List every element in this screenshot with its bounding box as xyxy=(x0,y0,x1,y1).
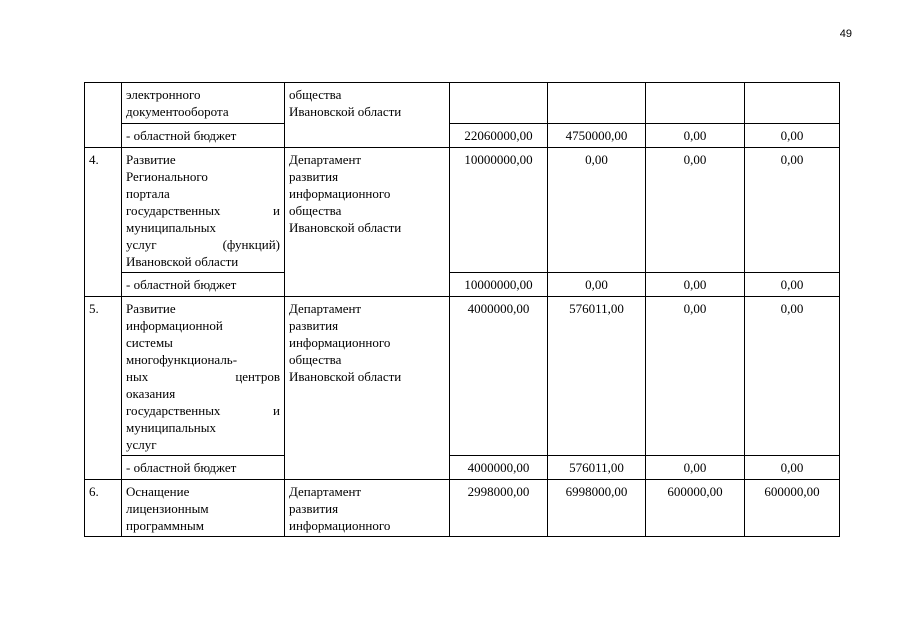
department-line: Ивановской области xyxy=(289,369,402,384)
department-cell xyxy=(285,148,450,297)
measure-name-line: государственных и xyxy=(126,403,280,418)
amount-cell: 2998000,00 xyxy=(450,480,548,537)
amount-cell: 600000,00 xyxy=(745,480,840,537)
row-number-cell xyxy=(85,83,122,148)
department-line: развития xyxy=(289,169,339,184)
amount-cell: 0,00 xyxy=(745,273,840,297)
table-row-4 xyxy=(85,148,840,273)
amount-cell: 0,00 xyxy=(548,148,646,273)
table-row-regional-budget xyxy=(85,124,840,148)
amount-cell: 0,00 xyxy=(745,148,840,273)
department-cell xyxy=(285,480,450,537)
table-row-regional-budget xyxy=(85,456,840,480)
department-line: информационного xyxy=(289,335,391,350)
amount-cell xyxy=(548,83,646,124)
budget-table xyxy=(84,82,840,537)
measure-name-line: Оснащение xyxy=(126,484,190,499)
amount-cell: 10000000,00 xyxy=(450,273,548,297)
amount-cell: 600000,00 xyxy=(646,480,745,537)
budget-source-label: - областной бюджет xyxy=(122,273,285,297)
department-line: развития xyxy=(289,318,339,333)
amount-cell: 0,00 xyxy=(745,124,840,148)
row-number-cell: 5. xyxy=(85,297,122,480)
measure-name-cell xyxy=(122,148,285,273)
measure-name-line: портала xyxy=(126,186,170,201)
table-row-6 xyxy=(85,480,840,537)
amount-cell: 576011,00 xyxy=(548,456,646,480)
amount-cell xyxy=(646,83,745,124)
amount-cell: 576011,00 xyxy=(548,297,646,456)
measure-name-line: оказания xyxy=(126,386,176,401)
department-line: общества xyxy=(289,352,342,367)
amount-cell xyxy=(450,83,548,124)
page-number: 49 xyxy=(839,28,852,40)
amount-cell: 0,00 xyxy=(548,273,646,297)
department-line: общества xyxy=(289,87,342,102)
budget-source-label: - областной бюджет xyxy=(122,456,285,480)
measure-name-line: многофункциональ- xyxy=(126,352,238,367)
table-row-5 xyxy=(85,297,840,456)
department-line: информационного xyxy=(289,186,391,201)
row-number-cell: 6. xyxy=(85,480,122,537)
department-line: Департамент xyxy=(289,484,362,499)
amount-cell: 0,00 xyxy=(745,456,840,480)
amount-cell: 4000000,00 xyxy=(450,456,548,480)
amount-cell: 6998000,00 xyxy=(548,480,646,537)
measure-name-cell xyxy=(122,83,285,124)
measure-name-line: Развитие xyxy=(126,301,176,316)
measure-name-line: программным xyxy=(126,518,204,533)
measure-name-line: услуг (функций) xyxy=(126,237,280,252)
amount-cell: 0,00 xyxy=(646,297,745,456)
measure-name-line: Регионального xyxy=(126,169,208,184)
table-row-continuation xyxy=(85,83,840,124)
amount-cell: 0,00 xyxy=(646,456,745,480)
amount-cell: 10000000,00 xyxy=(450,148,548,273)
measure-name-line: лицензионным xyxy=(126,501,209,516)
amount-cell: 0,00 xyxy=(745,297,840,456)
department-cell xyxy=(285,297,450,480)
measure-name-line: Ивановской области xyxy=(126,254,239,269)
department-line: Ивановской области xyxy=(289,220,402,235)
amount-cell: 4750000,00 xyxy=(548,124,646,148)
measure-name-cell xyxy=(122,480,285,537)
amount-cell xyxy=(745,83,840,124)
measure-name-line: муниципальных xyxy=(126,220,217,235)
department-line: информационного xyxy=(289,518,391,533)
amount-cell: 0,00 xyxy=(646,148,745,273)
measure-name-line: услуг xyxy=(126,437,157,452)
amount-cell: 22060000,00 xyxy=(450,124,548,148)
measure-name-line: муниципальных xyxy=(126,420,217,435)
measure-name-line: информационной xyxy=(126,318,223,333)
department-line: развития xyxy=(289,501,339,516)
amount-cell: 4000000,00 xyxy=(450,297,548,456)
amount-cell: 0,00 xyxy=(646,124,745,148)
budget-source-label: - областной бюджет xyxy=(122,124,285,148)
measure-name-line: ных центров xyxy=(126,369,280,384)
row-number-cell: 4. xyxy=(85,148,122,297)
measure-name-line: документооборота xyxy=(126,104,229,119)
measure-name-line: государственных и xyxy=(126,203,280,218)
department-cell xyxy=(285,83,450,148)
department-line: общества xyxy=(289,203,342,218)
amount-cell: 0,00 xyxy=(646,273,745,297)
measure-name-line: системы xyxy=(126,335,173,350)
table-row-regional-budget xyxy=(85,273,840,297)
measure-name-cell xyxy=(122,297,285,456)
department-line: Департамент xyxy=(289,301,362,316)
measure-name-line: Развитие xyxy=(126,152,176,167)
department-line: Ивановской области xyxy=(289,104,402,119)
measure-name-line: электронного xyxy=(126,87,201,102)
department-line: Департамент xyxy=(289,152,362,167)
